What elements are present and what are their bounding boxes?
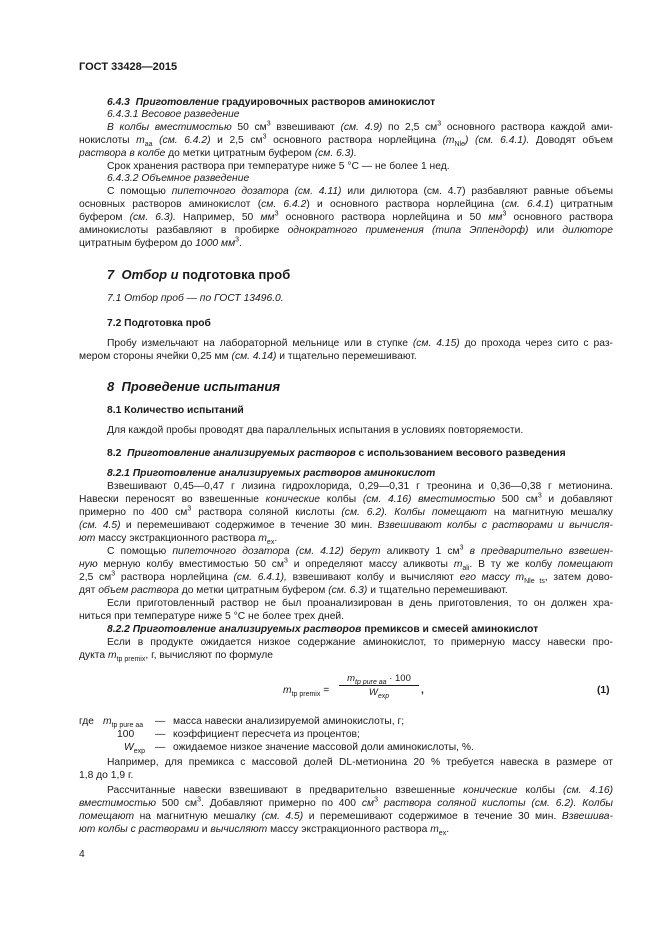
section-7-heading: 7 Отбор и подготовка проб: [107, 267, 291, 282]
paragraph-line: Если приготовленный раствор не был проанализирован в день приготовления, то он должен хра-: [107, 598, 613, 609]
formula-fraction: $m_{tp pure aa} \cdot 100$ $W_{exp}$: [339, 673, 419, 698]
paragraph-line: Если в продукте ожидается низкое содержание аминокислот, то примерную массу навески про-: [107, 637, 613, 648]
subsection-6-4-3-heading: 6.4.3 Приготовление градуировочных растворов аминокислот: [107, 97, 436, 108]
paragraph-line: ют массу экстракционного раствора $m_{ex}$.: [79, 533, 278, 547]
paragraph-line: примерно по 400 $см^3$ раствора соляной кислоты (см. 6.2). Колбы помещают на магнитную мешалку: [79, 505, 613, 518]
formula-lhs: $m_{tp premix}$ =: [283, 685, 330, 699]
paragraph-line: Срок хранения раствора при температуре ниже 5 °С — не более 1 нед.: [107, 161, 450, 172]
clause-8-1-heading: 8.1 Количество испытаний: [107, 405, 244, 416]
paragraph-line: мером стороны ячейки 0,25 мм (см. 4.14) и тщательно перемешивают.: [79, 351, 417, 362]
where-dash: —: [155, 729, 166, 740]
clause-8-2-heading: 8.2 Приготовление анализируемых растворов с использованием весового разведения: [107, 448, 566, 459]
where-dash: —: [155, 716, 166, 727]
where-dash: —: [155, 742, 166, 753]
paragraph-line: Пробу измельчают на лабораторной мельнице или в ступке (см. 4.15) до прохода через сито с раз-: [107, 338, 613, 349]
subsection-6-4-3-1: 6.4.3.1 Весовое разведение: [107, 109, 240, 120]
formula-number: (1): [597, 685, 610, 696]
paragraph-line: Рассчитанные навески взвешивают в предварительно взвешенные конические колбы (см. 4.16): [107, 785, 613, 796]
section-8-heading: 8 Проведение испытания: [107, 379, 280, 394]
paragraph-line: Для каждой пробы проводят два параллельных испытания в условиях повторяемости.: [107, 425, 524, 436]
paragraph-line: аминокислоты разбавляют в пробирке однократного применения (типа Эппендорф) или дилюторе: [79, 225, 613, 236]
paragraph-line: ную мерную колбу вместимостью 50 $см^3$ и определяют массу аликвоты $m_{ali}$. В ту же колбу помещают: [79, 557, 613, 573]
formula-comma: ,: [421, 685, 424, 696]
paragraph-line: дукта $m_{tp premix}$, г, вычисляют по формуле: [79, 650, 274, 664]
clause-7-1: 7.1 Отбор проб — по ГОСТ 13496.0.: [107, 293, 284, 304]
clause-7-2-heading: 7.2 Подготовка проб: [107, 318, 211, 329]
where-definition: масса навески анализируемой аминокислоты, г;: [173, 716, 405, 727]
page-number: 4: [79, 849, 85, 860]
document-code: ГОСТ 33428—2015: [79, 61, 178, 73]
paragraph-line: Взвешивают 0,45—0,47 г лизина гидрохлорида, 0,29—0,31 г треонина и 0,36—0,38 г метионина.: [107, 481, 613, 492]
paragraph-line: основных растворов аминокислот (см. 6.4.2) и основного раствора норлейцина (см. 6.4.1) цитратным: [79, 199, 614, 210]
clause-8-2-1-heading: 8.2.1 Приготовление анализируемых растворов аминокислот: [107, 468, 436, 479]
clause-8-2-2-heading: 8.2.2 Приготовление анализируемых растворов премиксов и смесей аминокислот: [107, 624, 539, 635]
where-symbol: $m_{tp pure aa}$: [103, 716, 144, 730]
paragraph-line: 2,5 $см^3$ раствора норлейцина (см. 6.4.1), взвешивают колбу и вычисляют его массу $m_{Nle ts}$, затем дово-: [79, 570, 613, 586]
paragraph-line: раствора в колбе до метки цитратным буфером (см. 6.3).: [79, 148, 357, 159]
paragraph-line: помещают на магнитную мешалку (см. 4.5) и перемешивают содержимое в течение 30 мин. Взвешива-: [79, 811, 613, 822]
where-symbol: 100: [117, 729, 135, 740]
paragraph-line: ниться при температуре ниже 5 °С не более трех дней.: [79, 611, 345, 622]
paragraph-line: Навески переносят во взвешенные конические колбы (см. 4.16) вместимостью 500 $см^3$ и добавляют: [79, 492, 613, 505]
paragraph-line: вместимостью 500 $см^3$. Добавляют примерно по 400 $см^3$ раствора соляной кислоты (см. 6.2). Колбы: [79, 796, 613, 809]
where-label: где: [79, 716, 95, 727]
paragraph-line: ют колбы с растворами и вычисляют массу экстракционного раствора $m_{ex}$.: [79, 824, 450, 838]
paragraph-line: нокислоты $m_{aa}$ (см. 6.4.2) и 2,5 $см^3$ основного раствора норлейцина $(m_{Nle})$ (см. 6.4.1). Доводят объем: [79, 133, 613, 149]
where-definition: ожидаемое низкое значение массовой доли аминокислоты, %.: [173, 742, 474, 753]
paragraph-line: С помощью пипеточного дозатора (см. 4.12) берут аликвоту 1 $см^3$ в предварительно взвешен-: [107, 544, 613, 557]
where-definition: коэффициент пересчета из процентов;: [173, 729, 360, 740]
paragraph-line: буфером (см. 6.3). Например, 50 $мм^3$ основного раствора норлейцина и 50 $мм^3$ основного раствора: [79, 210, 613, 223]
paragraph-line: В колбы вместимостью 50 $см^3$ взвешивают (см. 4.9) по 2,5 $см^3$ основного раствора каждой ами-: [107, 120, 613, 133]
paragraph-line: С помощью пипеточного дозатора (см. 4.11) или дилютора (см. 4.7) разбавляют равные объемы: [107, 186, 613, 197]
subsection-6-4-3-2: 6.4.3.2 Объемное разведение: [107, 173, 250, 184]
paragraph-line: (см. 4.5) и перемешивают содержимое в течение 30 мин. Взвешивают колбы с растворами и вычисля-: [79, 520, 613, 531]
where-symbol: $W_{exp}$: [124, 742, 146, 756]
paragraph-line: дят объем раствора до метки цитратным буфером (см. 6.3) и тщательно перемешивают.: [79, 585, 508, 596]
paragraph-line: Например, для премикса с массовой долей DL-метионина 20 % требуется навеска в размере от: [107, 757, 613, 768]
paragraph-line: цитратным буфером до 1000 $мм^3$.: [79, 236, 242, 249]
paragraph-line: 1,8 до 1,9 г.: [79, 770, 134, 781]
